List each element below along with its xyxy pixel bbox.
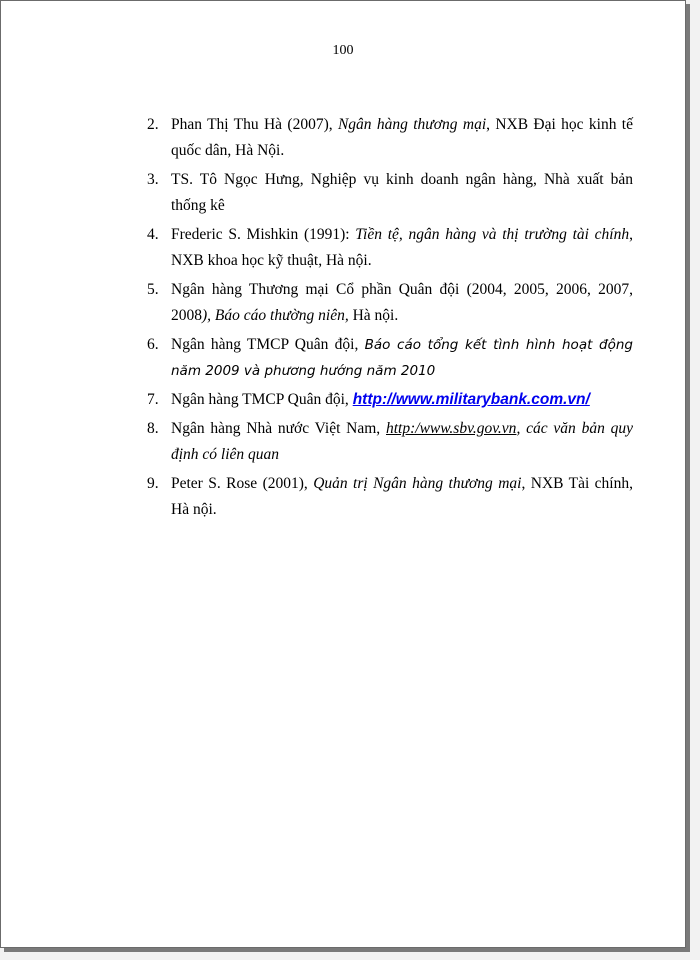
reference-item [147, 112, 633, 164]
reference-title: Báo cáo tổng kết tình hình hoạt động năm 2009 và phương hướng năm 2010 [171, 337, 634, 379]
reference-number: 2. [147, 116, 159, 133]
reference-title: Tiền tệ, ngân hàng và thị trường tài chính [355, 226, 630, 243]
reference-number: 7. [147, 391, 159, 408]
reference-item [147, 167, 633, 219]
reference-author: Ngân hàng TMCP Quân đội, [171, 391, 353, 408]
reference-list [147, 112, 633, 526]
reference-number: 3. [147, 171, 159, 188]
reference-publisher: , NXB Đại học kinh tế quốc dân, Hà Nội. [171, 116, 633, 159]
reference-publisher: , NXB khoa học kỹ thuật, Hà nội. [171, 226, 633, 269]
reference-author: Phan Thị Thu Hà (2007), [171, 116, 338, 133]
reference-author: Peter S. Rose (2001), [171, 475, 314, 492]
militarybank-link[interactable]: http://www.militarybank.com.vn/ [352, 391, 590, 408]
reference-author: Ngân hàng Nhà nước Việt Nam, [171, 420, 386, 437]
reference-number: 9. [147, 475, 159, 492]
reference-number: 8. [147, 420, 159, 437]
reference-item [147, 332, 633, 384]
reference-author: Ngân hàng Thương mại Cổ phần Quân đội (2004, 2005, 2006, 2007, 2008 [171, 281, 633, 324]
reference-number: 5. [147, 281, 159, 298]
reference-item [147, 387, 633, 413]
reference-title: Quản trị Ngân hàng thương mại [313, 475, 522, 492]
reference-item [147, 471, 633, 523]
reference-number: 4. [147, 226, 159, 243]
reference-text: TS. Tô Ngọc Hưng, Nghiệp vụ kinh doanh ngân hàng, Nhà xuất bản thống kê [171, 171, 633, 214]
page-number: 100 [332, 43, 354, 58]
reference-author: Ngân hàng TMCP Quân đội, [171, 336, 365, 353]
reference-author: Frederic S. Mishkin (1991): [171, 226, 356, 243]
reference-publisher: , NXB Tài chính, Hà nội. [171, 475, 633, 518]
reference-publisher: Hà nội. [348, 307, 399, 324]
reference-item [147, 277, 633, 329]
reference-number: 6. [147, 336, 159, 353]
sbv-link[interactable]: http:/www.sbv.gov.vn [385, 420, 517, 437]
reference-item [147, 416, 633, 468]
reference-item [147, 222, 633, 274]
reference-title: Ngân hàng thương mại [337, 116, 487, 133]
reference-title: ), Báo cáo thường niên, [202, 307, 349, 324]
reference-title: , các văn bản quy định có liên quan [171, 420, 633, 463]
